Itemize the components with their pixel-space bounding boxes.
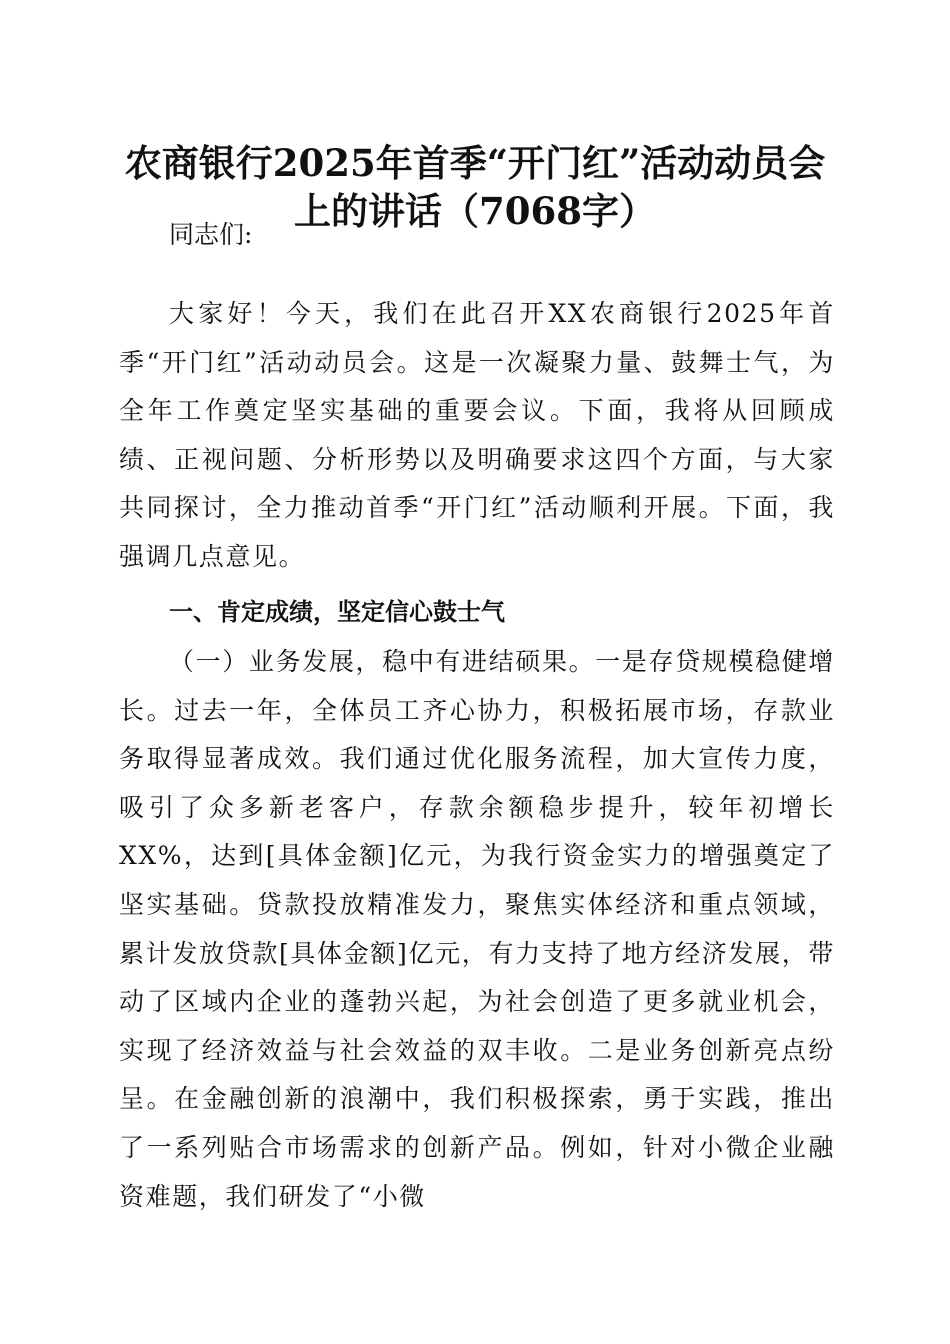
document-title-line-1: 农商银行2025年首季“开门红”活动动员会: [124, 141, 826, 185]
section-1-paragraph: （一）业务发展，稳中有进结硕果。一是存贷规模稳健增长。过去一年，全体员工齐心协力，积极拓展市场，存款业务取得显著成效。我们通过优化服务流程，加大宣传力度，吸引了众多新老客户，存款余额稳步提升，较年初增长XX%，达到[具体金额]亿元，为我行资金实力的增强奠定了坚实基础。贷款投放精准发力，聚焦实体经济和重点领域，累计发放贷款[具体金额]亿元，有力支持了地方经济发展，带动了区域内企业的蓬勃兴起，为社会创造了更多就业机会，实现了经济效益与社会效益的双丰收。二是业务创新亮点纷呈。在金融创新的浪潮中，我们积极探索，勇于实践，推出了一系列贴合市场需求的创新产品。例如，针对小微企业融资难题，我们研发了“小微: [119, 647, 835, 1211]
section-heading-1: 一、肯定成绩，坚定信心鼓士气: [169, 598, 505, 626]
opening-paragraph: 大家好！今天，我们在此召开XX农商银行2025年首季“开门红”活动动员会。这是一次凝聚力量、鼓舞士气，为全年工作奠定坚实基础的重要会议。下面，我将从回顾成绩、正视问题、分析形势以及明确要求这四个方面，与大家共同探讨，全力推动首季“开门红”活动顺利开展。下面，我强调几点意见。: [119, 299, 835, 571]
greeting: 同志们:: [169, 220, 253, 249]
document-title-line-2: 上的讲话（7068字）: [294, 189, 656, 233]
